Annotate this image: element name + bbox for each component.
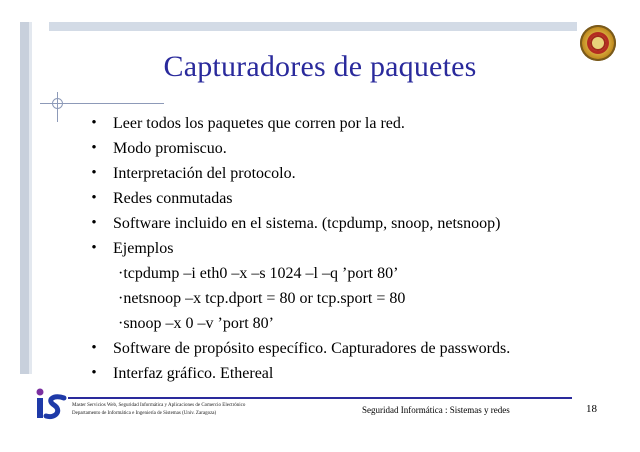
bullet-text: Ejemplos — [113, 240, 174, 257]
bullet-text: ·netsnoop –x tcp.dport = 80 or tcp.sport = 80 — [118, 290, 406, 307]
footer-rule — [68, 397, 572, 399]
bullet-text: Redes conmutadas — [113, 190, 233, 207]
page-number: 18 — [586, 403, 597, 415]
bullet-dot-icon: • — [91, 340, 97, 356]
footer-institution-line-1: Master Servicios Web, Seguridad Informática y Aplicaciones de Comercio Electrónico — [72, 403, 246, 408]
bullet-text: Modo promiscuo. — [113, 140, 227, 157]
bullet-dot-icon: • — [91, 190, 97, 206]
bullet-text: Software incluido en el sistema. (tcpdump, snoop, netsnoop) — [113, 215, 501, 232]
bullet-text: Interfaz gráfico. Ethereal — [113, 365, 274, 382]
bullet-text: ·snoop –x 0 –v ’port 80’ — [118, 315, 274, 332]
bullet-dot-icon: • — [91, 165, 97, 181]
bullet-text: Software de propósito específico. Capturadores de passwords. — [113, 340, 511, 357]
bullet-dot-icon: • — [91, 140, 97, 156]
slide-title: Capturadores de paquetes — [163, 50, 477, 83]
footer-course-title: Seguridad Informática : Sistemas y redes — [362, 405, 510, 415]
bullet-dot-icon: • — [91, 215, 97, 231]
bullet-dot-icon: • — [91, 115, 97, 131]
title-decoration-circle — [52, 98, 63, 109]
footer-institution — [72, 402, 245, 418]
crest-center — [590, 35, 606, 51]
bullet-text: ·tcpdump –i eth0 –x –s 1024 –l –q ’port 80’ — [118, 265, 399, 282]
top-decorative-bar — [49, 22, 577, 31]
is-logo-icon — [34, 386, 68, 422]
bullet-dot-icon: • — [91, 240, 97, 256]
bullet-text: Leer todos los paquetes que corren por la red. — [113, 115, 405, 132]
bullet-text: Interpretación del protocolo. — [113, 165, 296, 182]
bullet-dot-icon: • — [91, 365, 97, 381]
footer-institution-line-2: Departamento de Informática e Ingeniería de Sistemas (Univ. Zaragoza) — [72, 411, 217, 416]
